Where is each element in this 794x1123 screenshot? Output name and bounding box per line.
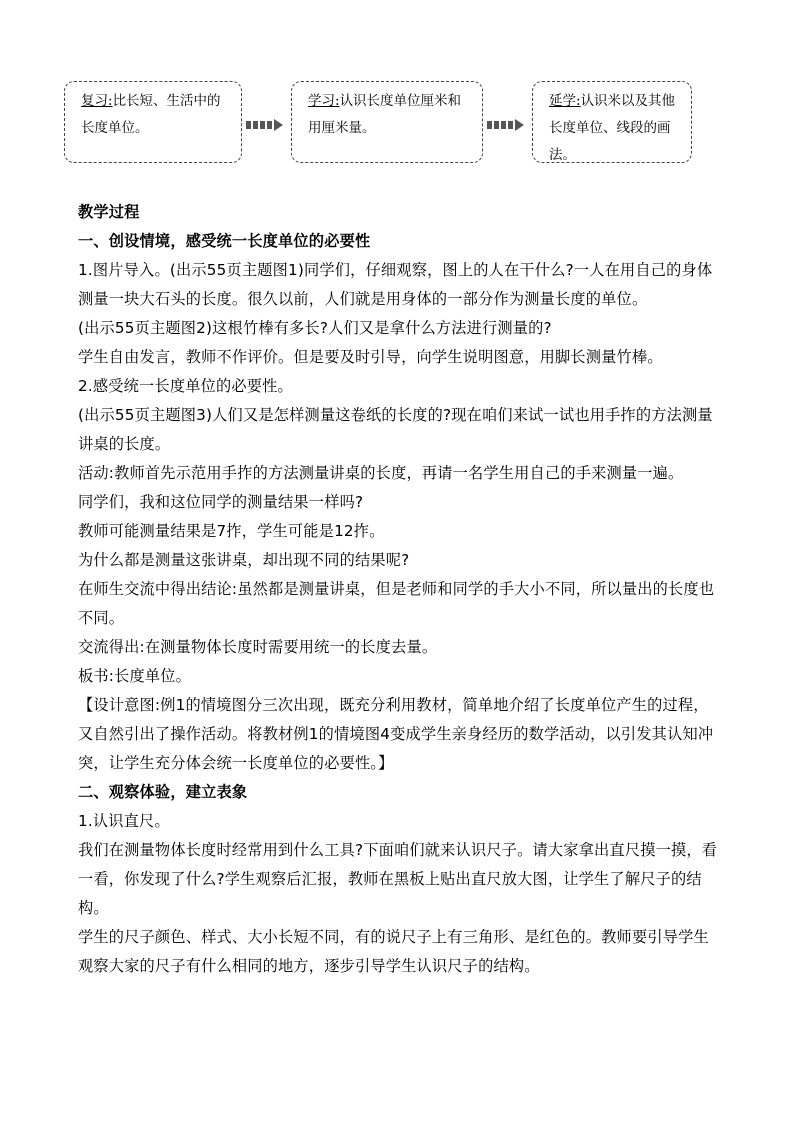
paragraph: 学生自由发言，教师不作评价。但是要及时引导，向学生说明图意，用脚长测量竹棒。 [78, 348, 663, 366]
flow-box-tag: 延学: [549, 93, 581, 109]
paragraph: 教师可能测量结果是7拃，学生可能是12拃。 [78, 522, 385, 540]
design-intent-paragraph: 【设计意图:例1的情境图分三次出现，既充分利用教材，简单地介绍了长度单位产生的过程，又自然引出了操作活动。将教材例1的情境图4变成学生亲身经历的数学活动，以引发其认知冲突，让学生充分体会统一长度单位的必要性。】 [78, 696, 714, 772]
flow-box-text: 认识米以及其他长度单位、线段的画法。 [549, 93, 676, 163]
flow-box-tag: 复习: [81, 93, 113, 109]
paragraph: (出示55页主题图2)这根竹棒有多长?人们又是拿什么方法进行测量的? [78, 319, 552, 337]
flow-box-tag: 学习: [308, 93, 340, 109]
flow-diagram [0, 0, 794, 170]
paragraph: 交流得出:在测量物体长度时需要用统一的长度去量。 [78, 638, 438, 656]
flow-box-review [64, 81, 242, 163]
paragraph: 活动:教师首先示范用手拃的方法测量讲桌的长度，再请一名学生用自己的手来测量一遍。 [78, 464, 684, 482]
paragraph: (出示55页主题图3)人们又是怎样测量这卷纸的长度的?现在咱们来试一试也用手拃的方法测量讲桌的长度。 [78, 406, 713, 453]
paragraph: 在师生交流中得出结论:虽然都是测量讲桌，但是老师和同学的手大小不同，所以量出的长度也不同。 [78, 580, 715, 627]
paragraph: 为什么都是测量这张讲桌，却出现不同的结果呢? [78, 551, 410, 569]
section-title: 教学过程 [78, 203, 140, 221]
paragraph: 2.感受统一长度单位的必要性。 [78, 377, 293, 395]
flow-box-extend [532, 81, 692, 163]
section1-heading: 一、创设情境，感受统一长度单位的必要性 [78, 232, 371, 250]
paragraph: 板书:长度单位。 [78, 667, 192, 685]
paragraph: 1.认识直尺。 [78, 812, 170, 830]
paragraph: 同学们，我和这位同学的测量结果一样吗? [78, 493, 364, 511]
flow-box-learn [291, 81, 483, 163]
lesson-content [78, 198, 718, 981]
flow-box-text: 比长短、生活中的长度单位。 [81, 93, 221, 136]
dashed-arrow-icon [487, 114, 524, 126]
paragraph: 我们在测量物体长度时经常用到什么工具?下面咱们就来认识尺子。请大家拿出直尺摸一摸，看一看，你发现了什么?学生观察后汇报，教师在黑板上贴出直尺放大图，让学生了解尺子的结构。 [78, 841, 718, 917]
paragraph: 学生的尺子颜色、样式、大小长短不同，有的说尺子上有三角形、是红色的。教师要引导学生观察大家的尺子有什么相同的地方，逐步引导学生认识尺子的结构。 [78, 928, 709, 975]
dashed-arrow-icon [246, 114, 283, 126]
section2-heading: 二、观察体验，建立表象 [78, 783, 248, 801]
flow-box-text: 认识长度单位厘米和用厘米量。 [308, 93, 462, 136]
paragraph: 1.图片导入。(出示55页主题图1)同学们，仔细观察，图上的人在干什么?一人在用自己的身体测量一块大石头的长度。很久以前，人们就是用身体的一部分作为测量长度的单位。 [78, 261, 713, 308]
